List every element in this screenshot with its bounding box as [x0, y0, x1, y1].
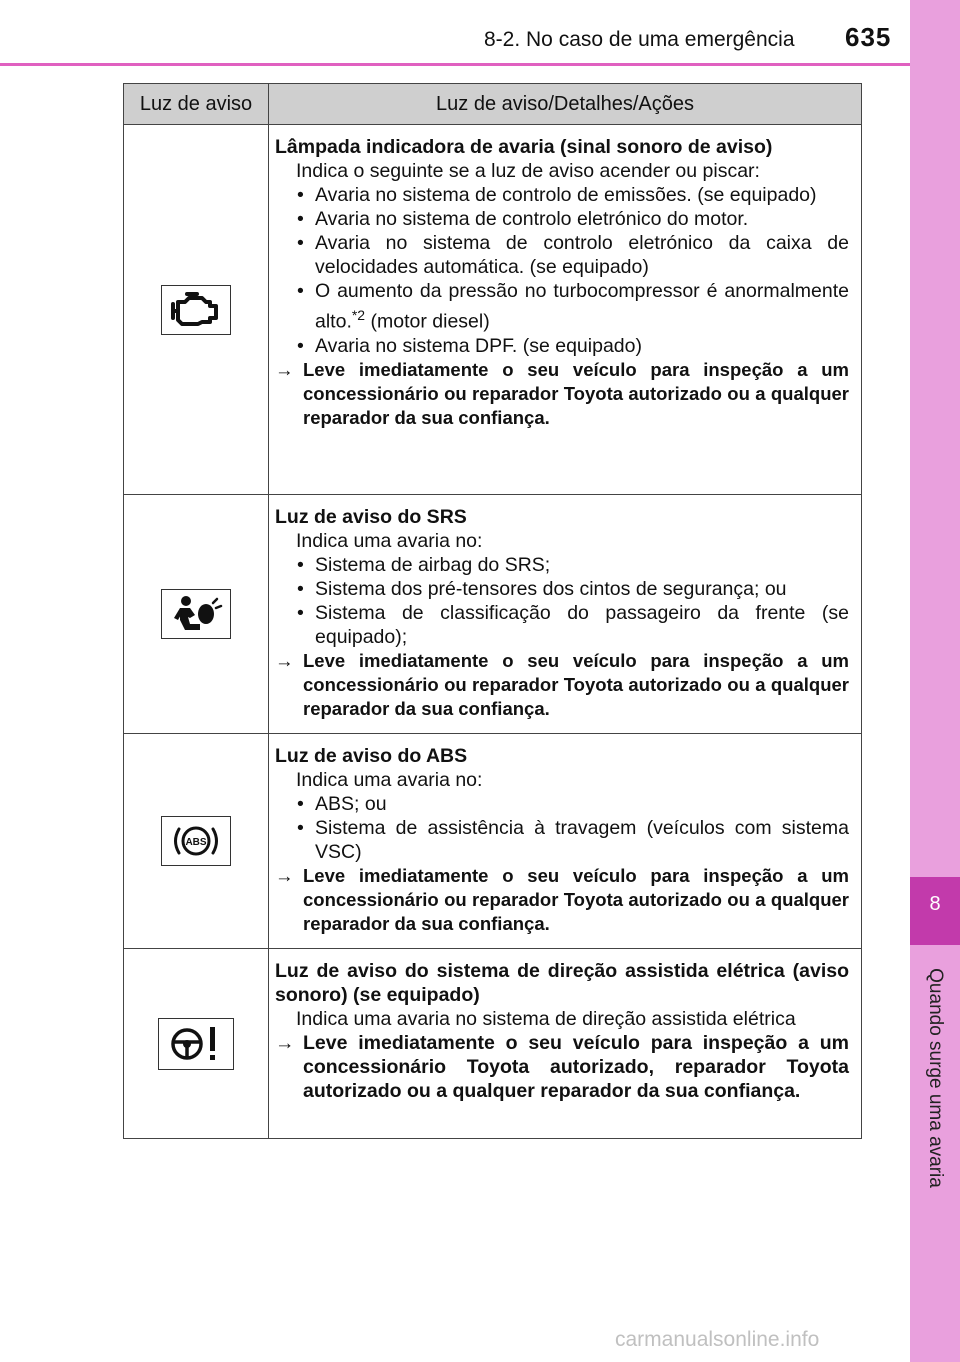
header-divider: [0, 63, 910, 66]
watermark: carmanualsonline.info: [615, 1328, 820, 1351]
warning-title: Luz de aviso do SRS: [275, 506, 467, 528]
warning-description: Indica o seguinte se a luz de aviso acender ou piscar:: [296, 160, 760, 182]
bullet-list: [275, 183, 849, 358]
icon-cell: [124, 495, 269, 734]
list-item: [275, 279, 849, 334]
action-note: [275, 649, 849, 721]
action-text: Leve imediatamente o seu veículo para inspeção a um concessionário ou reparador Toyota autorizado ou a qualquer reparador da sua confiança.: [303, 865, 849, 934]
action-text: Leve imediatamente o seu veículo para inspeção a um concessionário ou reparador Toyota autorizado ou a qualquer reparador da sua confiança.: [303, 358, 849, 428]
list-item: • Sistema de assistência à travagem (veículos com sistema VSC): [275, 816, 849, 864]
srs-airbag-icon: [161, 589, 231, 639]
list-item: • Sistema de airbag do SRS;: [275, 553, 849, 577]
list-item: • ABS; ou: [275, 792, 849, 816]
column-header-details: Luz de aviso/Detalhes/Ações: [269, 84, 862, 125]
action-note: [275, 864, 849, 936]
bullet-list: [275, 553, 849, 649]
table-row: [124, 495, 862, 734]
chapter-title: Quando surge uma avaria: [925, 968, 946, 1188]
warning-description: Indica uma avaria no sistema de direção assistida elétrica: [296, 1008, 796, 1030]
table-row: [124, 949, 862, 1139]
details-cell: [269, 949, 862, 1139]
chapter-number: 8: [929, 893, 941, 915]
table-header-row: [124, 84, 862, 125]
action-note: [275, 358, 849, 430]
details-cell: [269, 125, 862, 495]
list-item: • Sistema dos pré-tensores dos cintos de segurança; ou: [275, 577, 849, 601]
list-item: • Avaria no sistema DPF. (se equipado): [275, 334, 849, 358]
warning-description: Indica uma avaria no:: [296, 530, 483, 552]
page-number: 635: [845, 22, 892, 52]
icon-cell: [124, 125, 269, 495]
bullet-list: [275, 792, 849, 864]
column-header-light: Luz de aviso: [124, 84, 269, 125]
list-item-text: O aumento da pressão no turbocompressor é anormalmente alto.: [315, 280, 849, 333]
engine-check-icon: [161, 285, 231, 335]
action-text: Leve imediatamente o seu veículo para inspeção a um concessionário ou reparador Toyota autorizado ou a qualquer reparador da sua confiança.: [303, 650, 849, 719]
arrow-icon: →: [275, 358, 294, 380]
arrow-icon: →: [275, 865, 294, 886]
list-item-suffix: (motor diesel): [365, 310, 490, 333]
list-item: • Sistema de classificação do passageiro da frente (se equipado);: [275, 601, 849, 649]
icon-cell: [124, 734, 269, 949]
warning-title: Luz de aviso do ABS: [275, 745, 468, 767]
icon-cell: [124, 949, 269, 1139]
table-row: [124, 125, 862, 495]
list-item: • Avaria no sistema de controlo eletrónico da caixa de velocidades automática. (se equipado): [275, 231, 849, 279]
warning-title: Lâmpada indicadora de avaria (sinal sonoro de aviso): [275, 136, 773, 158]
table-row: [124, 734, 862, 949]
arrow-icon: →: [275, 1032, 295, 1054]
list-item: • Avaria no sistema de controlo de emissões. (se equipado): [275, 183, 849, 207]
warning-lights-table: [123, 83, 862, 1139]
abs-icon-label: ABS: [185, 837, 207, 848]
arrow-icon: →: [275, 650, 294, 671]
footnote-ref: *2: [351, 307, 366, 323]
details-cell: [269, 495, 862, 734]
action-text: Leve imediatamente o seu veículo para inspeção a um concessionário Toyota autorizado, reparador Toyota autorizado ou a qualquer reparador da sua confiança.: [303, 1032, 849, 1102]
section-title: 8-2. No caso de uma emergência: [484, 28, 795, 51]
list-item: • Avaria no sistema de controlo eletrónico do motor.: [275, 207, 849, 231]
warning-title: Luz de aviso do sistema de direção assistida elétrica (aviso sonoro) (se equipado): [275, 960, 849, 1006]
details-cell: [269, 734, 862, 949]
warning-description: Indica uma avaria no:: [296, 769, 483, 791]
action-note: [275, 1031, 849, 1103]
abs-icon: [161, 816, 231, 866]
power-steering-warning-icon: [158, 1018, 234, 1070]
